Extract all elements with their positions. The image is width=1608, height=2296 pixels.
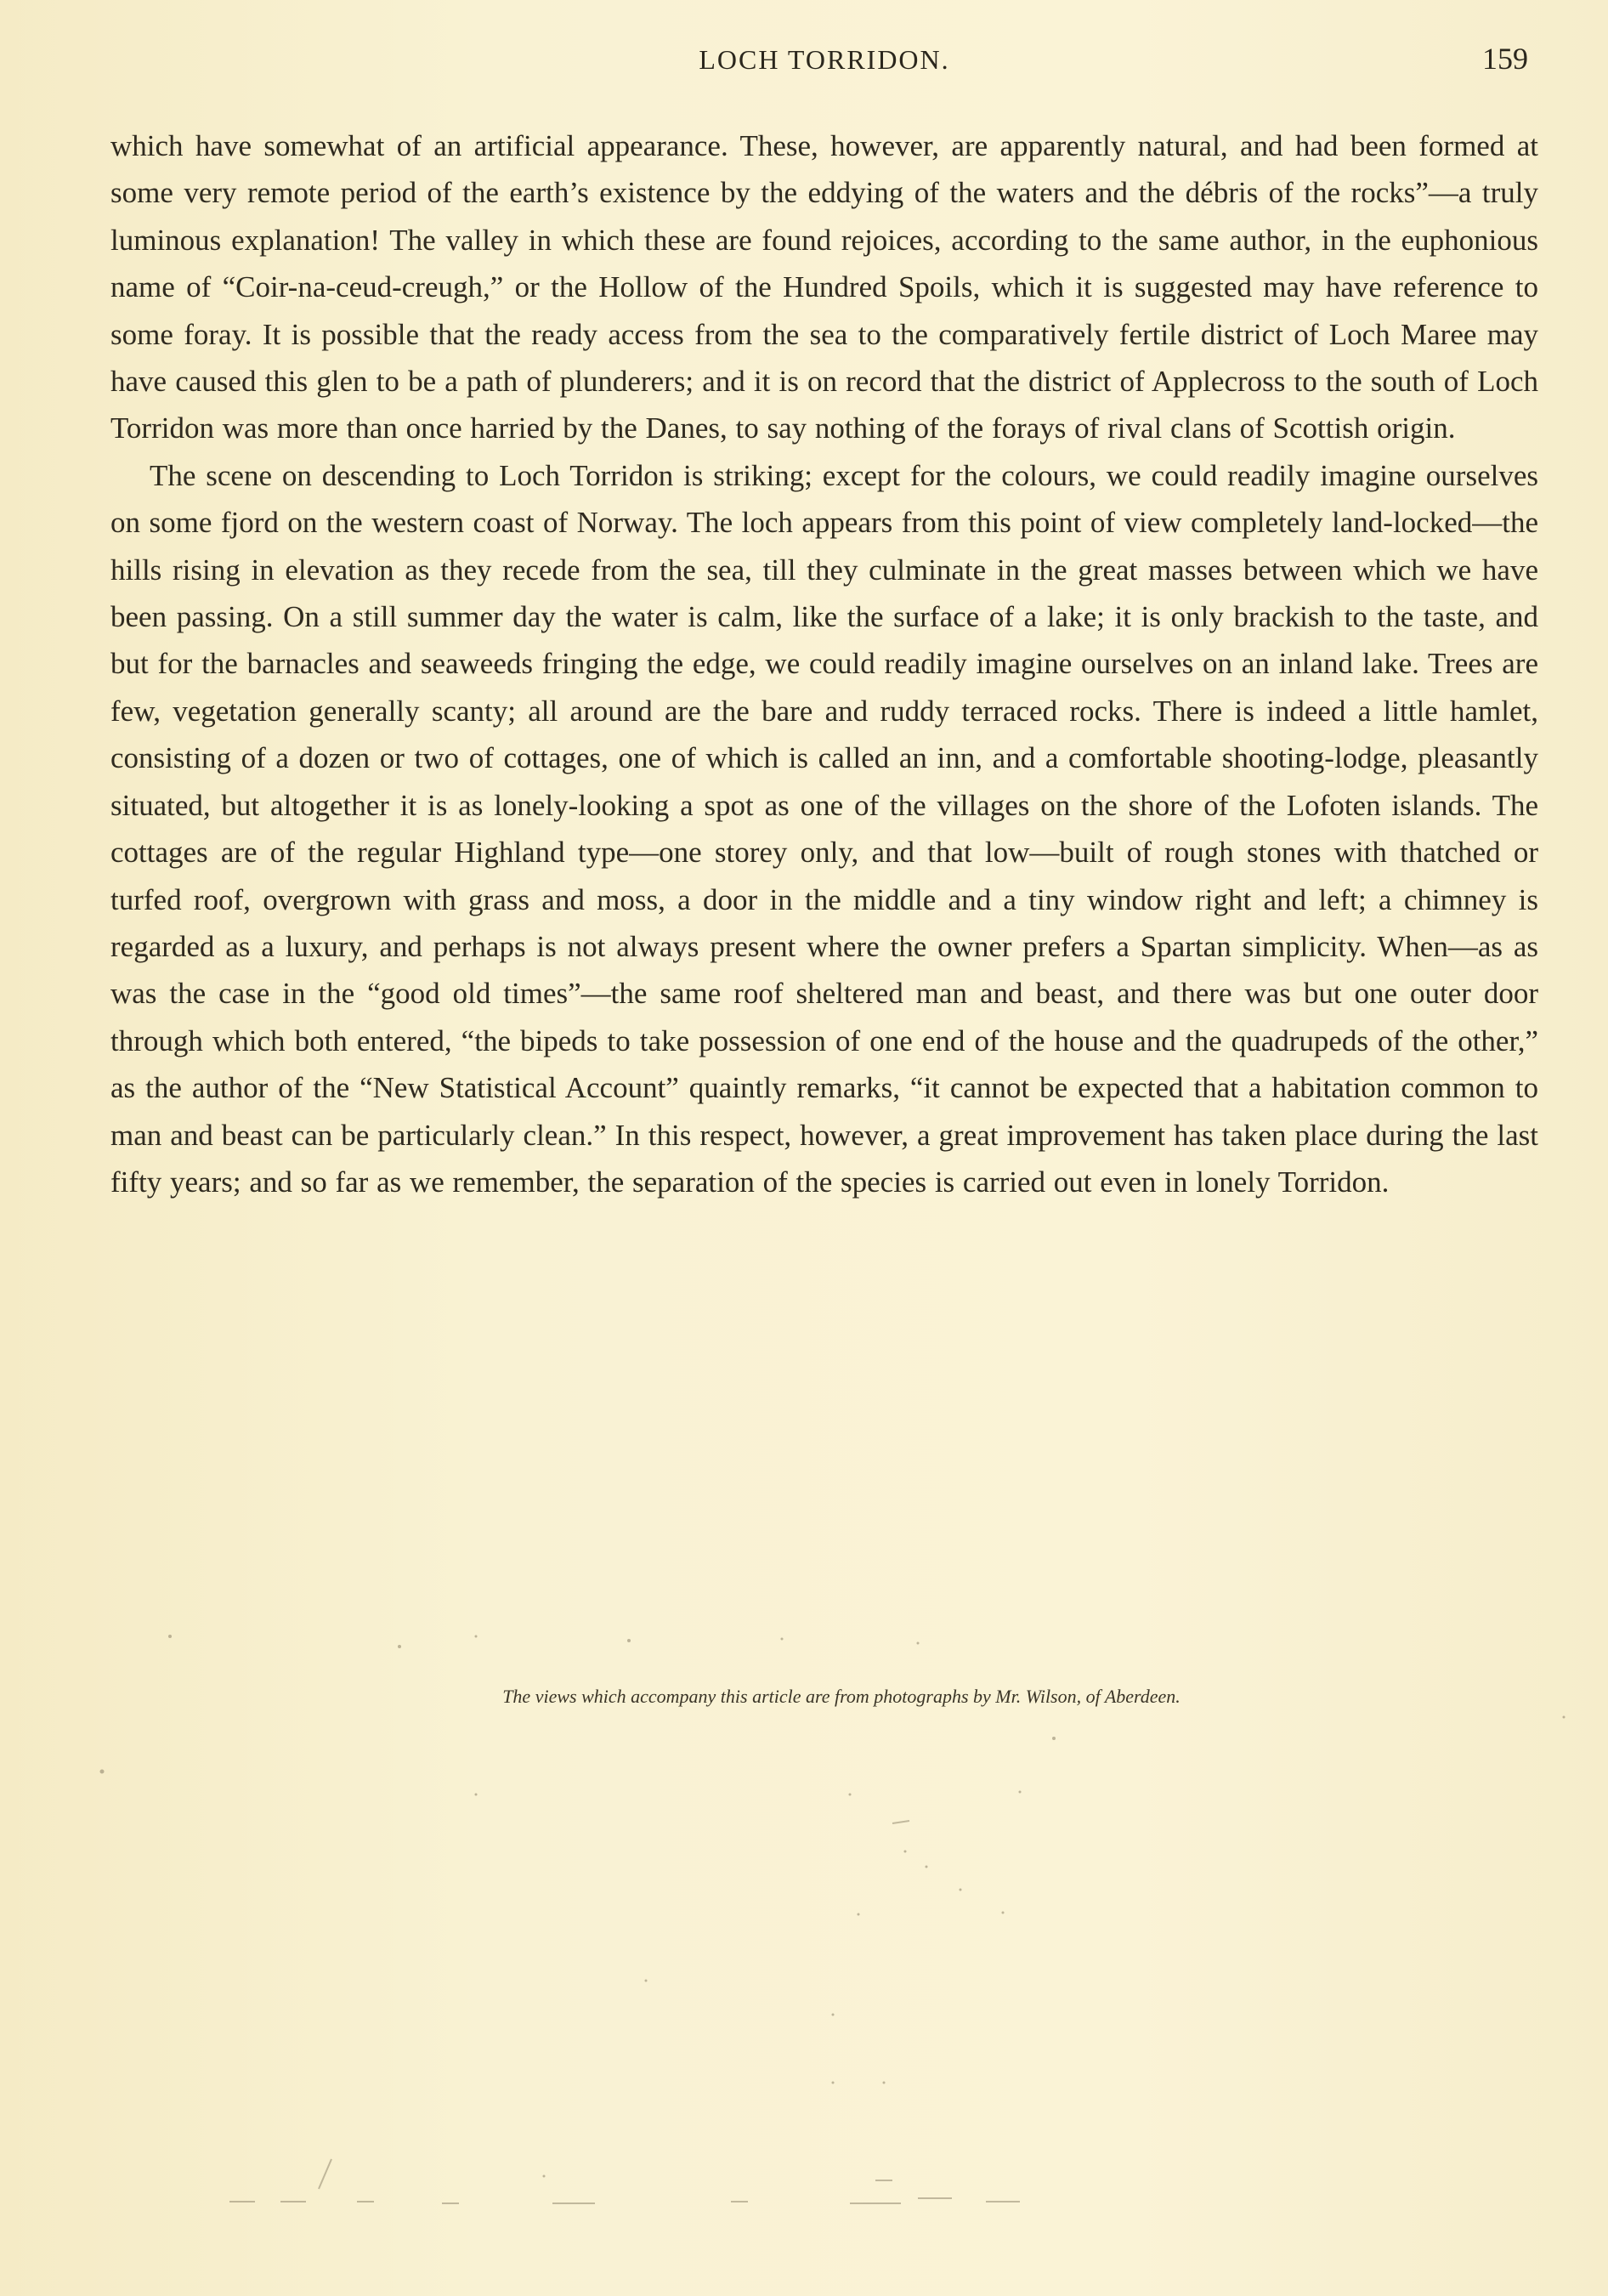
page-number: 159: [1482, 42, 1528, 76]
body-text: [110, 122, 1538, 1205]
photo-credit: The views which accompany this article are from photographs by Mr. Wilson, of Aberdeen.: [502, 1686, 1181, 1707]
running-title: LOCH TORRIDON.: [699, 44, 950, 75]
paragraph: The scene on descending to Loch Torridon is striking; except for the colours, we could readily imagine ourselves on some fjord on the western coast of Norway. The loch appears from this point of view completely land-locked—the hills rising in elevation as they recede from the sea, till they culminate in the great masses between which we have been passing. On a still summer day the water is calm, like the surface of a lake; it is only brackish to the taste, and but for the barnacles and seaweeds fringing the edge, we could readily imagine ourselves on an inland lake. Trees are few, vegetation generally scanty; all around are the bare and ruddy terraced rocks. There is indeed a little hamlet, consisting of a dozen or two of cottages, one of which is called an inn, and a comfortable shooting-lodge, pleasantly situated, but altogether it is as lonely-looking a spot as one of the villages on the shore of the Lofoten islands. The cottages are of the regular Highland type—one storey only, and that low—built of rough stones with thatched or turfed roof, overgrown with grass and moss, a door in the middle and a tiny window right and left; a chimney is regarded as a luxury, and perhaps is not always present where the owner prefers a Spartan simplicity. When—as as was the case in the “good old times”—the same roof sheltered man and beast, and there was but one outer door through which both entered, “the bipeds to take possession of one end of the house and the quadrupeds of the other,” as the author of the “New Statistical Account” quaintly remarks, “it cannot be expected that a habitation common to man and beast can be particularly clean.” In this respect, however, a great improvement has taken place during the last fifty years; and so far as we remember, the separation of the species is carried out even in lonely Torridon.: [110, 458, 1538, 1199]
paragraph: which have somewhat of an artificial appearance. These, however, are apparently natural, and had been formed at some very remote period of the earth’s existence by the eddying of the waters and the débris of the rocks”—a truly luminous explanation! The valley in which these are found rejoices, according to the same author, in the euphonious name of “Coir-na-ceud-creugh,” or the Hollow of the Hundred Spoils, which it is suggested may have reference to some foray. It is possible that the ready access from the sea to the comparatively fertile district of Loch Maree may have caused this glen to be a path of plunderers; and it is on record that the district of Applecross to the south of Loch Torridon was more than once harried by the Danes, to say nothing of the forays of rival clans of Scottish origin.: [110, 129, 1538, 445]
page-header: [110, 41, 1538, 83]
